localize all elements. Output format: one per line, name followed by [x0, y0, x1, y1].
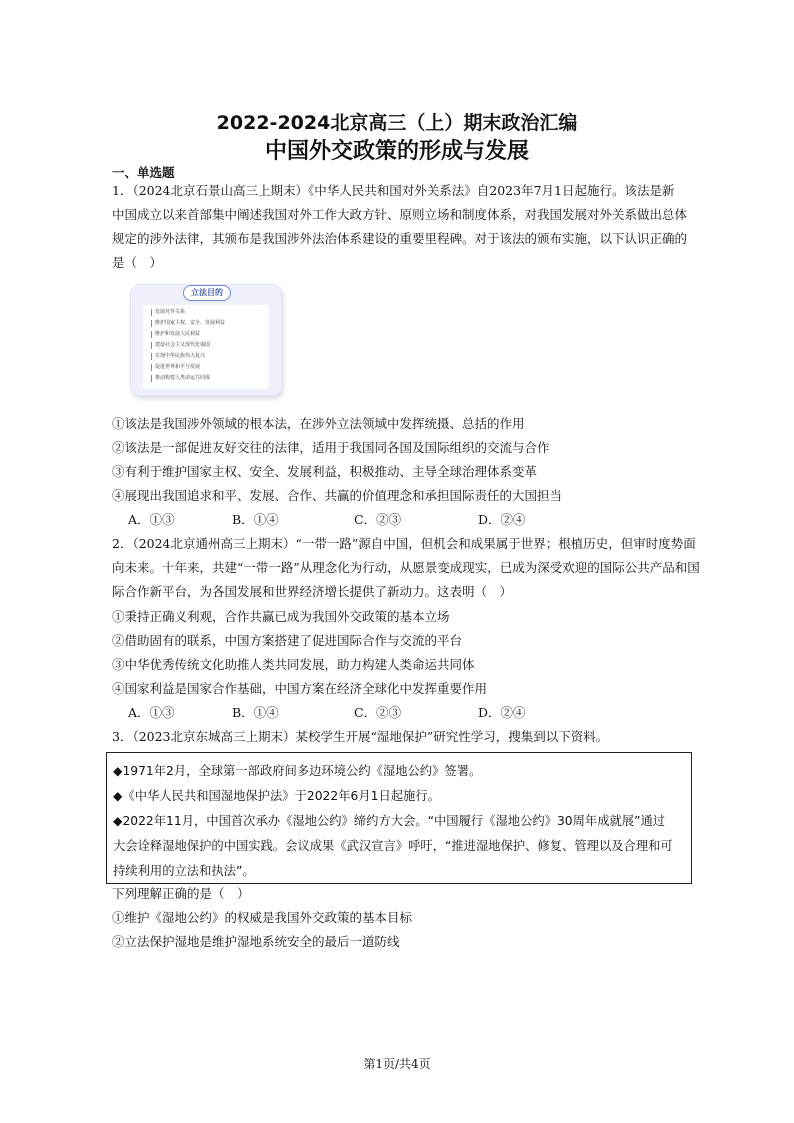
q1-stem-line: 1．（2024北京石景山高三上期末）《中华人民共和国对外关系法》自2023年7月1日起施行。该法是新 [112, 183, 675, 198]
page-number: 第1页/共4页 [363, 1057, 431, 1071]
q2-stem-line: 2．（2024北京通州高三上期末）“一带一路”源自中国，但机会和成果属于世界；根植历史，但审时度势面 [112, 536, 696, 551]
figure-item: 建设社会主义现代化强国 [151, 342, 210, 349]
material-line: ◆1971年2月，全球第一部政府间多边环境公约《湿地公约》签署。 [113, 764, 482, 778]
q2-option: ②借助固有的联系，中国方案搭建了促进国际合作与交流的平台 [112, 633, 463, 648]
choice-d[interactable]: D．②④ [478, 705, 526, 720]
material-line: ◆2022年11月，中国首次承办《湿地公约》缔约方大会。“中国履行《湿地公约》30周年成就展”通过 [113, 814, 666, 828]
choice-b[interactable]: B．①④ [232, 512, 279, 527]
choice-c[interactable]: C．②③ [354, 705, 402, 720]
figure-item: 推动构建人类命运共同体 [151, 375, 210, 382]
q1-stem-line: 是（ ） [112, 255, 163, 270]
choice-b[interactable]: B．①④ [232, 705, 279, 720]
figure-tab-label: 立法目的 [183, 285, 231, 301]
q1-option: ③有利于维护国家主权、安全、发展利益，积极推动、主导全球治理体系变革 [112, 464, 538, 479]
figure-item: 维护和发展人民利益 [151, 331, 200, 338]
q1-stem-line: 中国成立以来首部集中阐述我国对外工作大政方针、原则立场和制度体系，对我国发展对外关系做出总体 [112, 207, 688, 222]
figure-list [143, 305, 269, 389]
q3-option: ①维护《湿地公约》的权威是我国外交政策的基本目标 [112, 910, 413, 925]
material-line: 大会诠释湿地保护的中国实践。会议成果《武汉宣言》呼吁，“推进湿地保护、修复、管理以及合理和可 [113, 839, 673, 853]
section-heading: 一、单选题 [112, 165, 175, 180]
q3-stem-line: 3．（2023北京东城高三上期末）某校学生开展“湿地保护”研究性学习，搜集到以下资料。 [112, 729, 609, 744]
choice-d[interactable]: D．②④ [478, 512, 526, 527]
q1-option: ④展现出我国追求和平、发展、合作、共赢的价值理念和承担国际责任的大国担当 [112, 488, 563, 503]
material-line: 持续利用的立法和执法”。 [113, 864, 255, 878]
q1-stem-line: 规定的涉外法律，其颁布是我国涉外法治体系建设的重要里程碑。对于该法的颁布实施，以下认识正确的 [112, 231, 688, 246]
q1-option: ①该法是我国涉外领域的根本法，在涉外立法领域中发挥统摄、总括的作用 [112, 416, 525, 431]
choice-a[interactable]: A．①③ [128, 705, 175, 720]
legislation-purpose-figure [130, 284, 282, 396]
q2-stem-line: 际合作新平台，为各国发展和世界经济增长提供了新动力。这表明（ ） [112, 584, 513, 599]
q3-option: ②立法保护湿地是维护湿地系统安全的最后一道防线 [112, 934, 400, 949]
choice-c[interactable]: C．②③ [354, 512, 402, 527]
q2-option: ④国家利益是国家合作基础，中国方案在经济全球化中发挥重要作用 [112, 681, 488, 696]
figure-item: 实现中华民族伟大复兴 [151, 353, 205, 360]
q3-question: 下列理解正确的是（ ） [112, 886, 250, 901]
q2-option: ③中华优秀传统文化助推人类共同发展，助力构建人类命运共同体 [112, 657, 475, 672]
choice-a[interactable]: A．①③ [128, 512, 175, 527]
document-title: 2022-2024北京高三（上）期末政治汇编 [216, 112, 578, 134]
figure-item: 发展对外关系 [151, 309, 185, 316]
q2-stem-line: 向未来。十年来，共建“一带一路”从理念化为行动，从愿景变成现实，已成为深受欢迎的国际公共产品和国 [112, 560, 700, 575]
document-subtitle: 中国外交政策的形成与发展 [264, 139, 529, 164]
figure-item: 促进世界和平与发展 [151, 364, 200, 371]
q2-option: ①秉持正确义利观，合作共赢已成为我国外交政策的基本立场 [112, 609, 450, 624]
figure-item: 维护国家主权、安全、发展利益 [151, 320, 225, 327]
material-line: ◆《中华人民共和国湿地保护法》于2022年6月1日起施行。 [113, 789, 440, 803]
q1-option: ②该法是一部促进友好交往的法律，适用于我国同各国及国际组织的交流与合作 [112, 440, 550, 455]
q3-material-box [106, 752, 692, 884]
